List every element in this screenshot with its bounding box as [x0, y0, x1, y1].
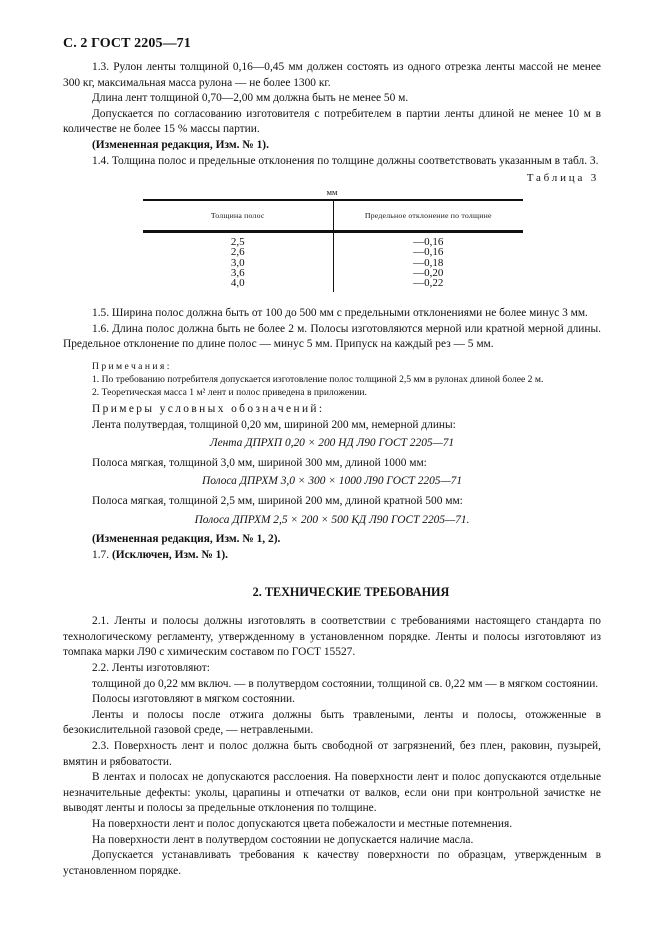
- cell-thickness: 4,0: [143, 278, 333, 292]
- page-header: С. 2 ГОСТ 2205—71: [63, 36, 191, 51]
- cell-deviation: —0,16: [413, 236, 444, 249]
- table-3: [63, 172, 601, 292]
- clause-2-2-a: толщиной до 0,22 мм включ. — в полутвердом состоянии, толщиной св. 0,22 мм — в мягком состоянии.: [92, 677, 599, 690]
- table-row: [143, 247, 523, 257]
- clause-1-6: 1.6. Длина полос должна быть не более 2 м. Полосы изготовляются мерной или кратной мерной длины. Предельное отклонение по длине полос — минус 5 мм. Припуск на каждый рез — 5 мм.: [63, 322, 601, 351]
- column-header-thickness: Толщина полос: [143, 200, 333, 232]
- cell-deviation: —0,20: [413, 266, 444, 279]
- clause-1-3-allowed: Допускается по согласованию изготовителя с потребителем в партии ленты длиной не менее 10 м в количестве не более 15 % массы партии.: [63, 107, 601, 136]
- cell-thickness: 3,0: [143, 258, 333, 268]
- clause-2-3-a: В лентах и полосах не допускаются расслоения. На поверхности лент и полос допускаются отдельные незначительные дефекты: уколы, царапины и отпечатки от валков, если они при контрольной зачистке не выводят ленты и полосы за предельные отклонения по толщине.: [63, 771, 601, 815]
- clause-1-3-amendment: (Измененная редакция, Изм. № 1).: [92, 138, 269, 151]
- note-1: 1. По требованию потребителя допускается изготовление полос толщиной 2,5 мм в рулонах длиной более 2 м.: [92, 373, 544, 385]
- section-2-title: 2. ТЕХНИЧЕСКИЕ ТРЕБОВАНИЯ: [252, 585, 450, 600]
- cell-thickness: 2,5: [143, 232, 333, 248]
- clause-2-2-c: Ленты и полосы после отжига должны быть травлеными, ленты и полосы, отожженные в безокислительной газовой среде, — нетравлеными.: [63, 708, 601, 737]
- table-unit: мм: [326, 187, 338, 198]
- example-3-designation: Полоса ДПРХМ 2,5 × 200 × 500 КД Л90 ГОСТ 2205—71.: [194, 513, 470, 526]
- clause-1-7-number: 1.7.: [92, 548, 110, 561]
- cell-thickness: 2,6: [143, 247, 333, 257]
- table-3-grid: [143, 199, 523, 292]
- cell-deviation: —0,18: [413, 256, 444, 269]
- example-2-designation: Полоса ДПРХМ 3,0 × 300 × 1000 Л90 ГОСТ 2205—71: [201, 475, 463, 488]
- table-row: [143, 268, 523, 278]
- clause-2-3-c: На поверхности лент в полутвердом состоянии не допускается наличие масла.: [92, 833, 474, 846]
- clause-1-7-text: (Исключен, Изм. № 1).: [111, 548, 228, 561]
- example-3-description: Полоса мягкая, толщиной 2,5 мм, шириной 200 мм, длиной кратной 500 мм:: [92, 494, 463, 507]
- clause-2-3: 2.3. Поверхность лент и полос должна быть свободной от загрязнений, без плен, раковин, пузырей, вмятин и рябоватости.: [63, 740, 601, 768]
- notes-title: Примечания:: [92, 360, 172, 372]
- clause-1-4: 1.4. Толщина полос и предельные отклонения по толщине должны соответствовать указанным в табл. 3.: [92, 154, 599, 167]
- table-row: [143, 258, 523, 268]
- table-row: [143, 232, 523, 248]
- clause-2-2-b: Полосы изготовляют в мягком состоянии.: [92, 693, 295, 706]
- examples-title: Примеры условных обозначений:: [92, 402, 325, 415]
- clause-2-3-d: Допускается устанавливать требования к качеству поверхности по образцам, утвержденным в установленном порядке.: [63, 849, 601, 877]
- note-2: 2. Теоретическая масса 1 м² лент и полос приведена в приложении.: [92, 386, 367, 398]
- clause-2-2: 2.2. Ленты изготовляют:: [92, 662, 210, 675]
- table-title: Таблица 3: [526, 172, 599, 185]
- clause-2-3-b: На поверхности лент и полос допускаются цвета побежалости и местные потемнения.: [92, 818, 513, 831]
- column-header-deviation: Предельное отклонение по толщине: [333, 200, 523, 232]
- example-2-description: Полоса мягкая, толщиной 3,0 мм, шириной 300 мм, длиной 1000 мм:: [92, 456, 427, 469]
- cell-deviation: —0,22: [413, 276, 444, 289]
- document-body: [63, 60, 601, 879]
- clause-2-1: 2.1. Ленты и полосы должны изготовлять в соответствии с требованиями настоящего стандарта по технологическому регламенту, утвержденному в установленном порядке. Ленты и полосы изготовляют из томпака марки Л90 с химическим составом по ГОСТ 15527.: [63, 615, 601, 659]
- clause-1-5: 1.5. Ширина полос должна быть от 100 до 500 мм с предельными отклонениями не более минус 3 мм.: [92, 307, 588, 320]
- example-1-designation: Лента ДПРХП 0,20 × 200 НД Л90 ГОСТ 2205—71: [209, 437, 455, 450]
- cell-deviation: —0,16: [413, 246, 444, 259]
- clause-1-7: [63, 548, 601, 564]
- example-1-description: Лента полутвердая, толщиной 0,20 мм, шириной 200 мм, немерной длины:: [92, 418, 456, 431]
- clause-1-3-length: Длина лент толщиной 0,70—2,00 мм должна быть не менее 50 м.: [92, 92, 409, 105]
- examples-amendment: (Измененная редакция, Изм. № 1, 2).: [92, 533, 281, 546]
- cell-thickness: 3,6: [143, 268, 333, 278]
- table-row: [143, 278, 523, 292]
- clause-1-3: 1.3. Рулон ленты толщиной 0,16—0,45 мм должен состоять из одного отрезка ленты массой не менее 300 кг, максимальная масса рулона — не более 1300 кг.: [63, 61, 601, 89]
